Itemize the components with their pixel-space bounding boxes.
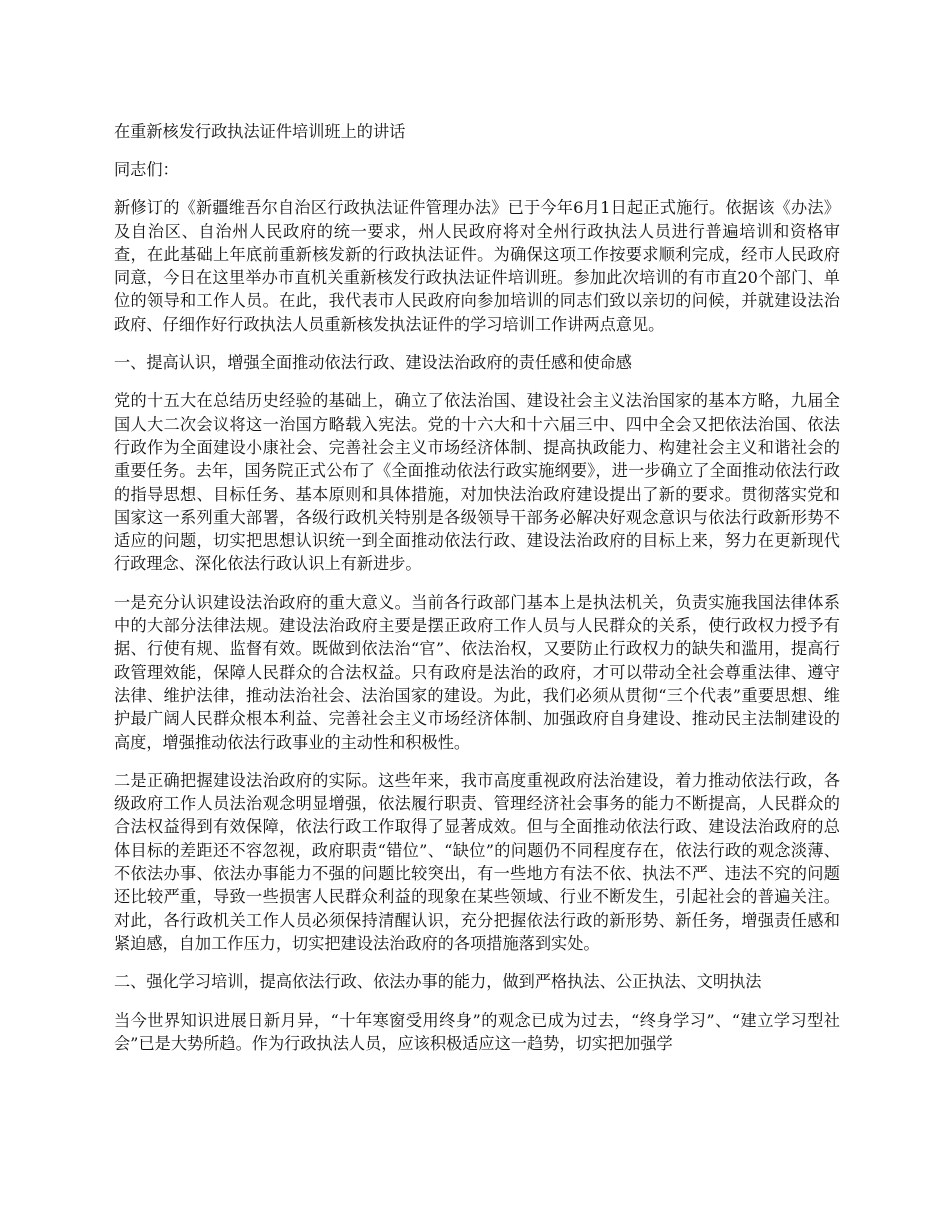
paragraph-intro: 新修订的《新疆维吾尔自治区行政执法证件管理办法》已于今年6月1日起正式施行。依据该《办法》及自治区、自治州人民政府的统一要求，州人民政府将对全州行政执法人员进行普遍培训和资格审查，在此基础上年底前重新核发新的行政执法证件。为确保这项工作按要求顺利完成，经市人民政府同意，今日在这里举办市直机关重新核发行政执法证件培训班。参加此次培训的有市直20个部门、单位的领导和工作人员。在此，我代表市人民政府向参加培训的同志们致以亲切的问候，并就建设法治政府、仔细作好行政执法人员重新核发执法证件的学习培训工作讲两点意见。: [114, 198, 840, 334]
section-heading-2: 二、强化学习培训，提高依法行政、依法办事的能力，做到严格执法、公正执法、文明执法: [114, 972, 762, 992]
paragraph: 党的十五大在总结历史经验的基础上，确立了依法治国、建设社会主义法治国家的基本方略，九届全国人大二次会议将这一治国方略载入宪法。党的十六大和十六届三中、四中全会又把依法治国、依法行政作为全面建设小康社会、完善社会主义市场经济体制、提高执政能力、构建社会主义和谐社会的重要任务。去年，国务院正式公布了《全面推动依法行政实施纲要》，进一步确立了全面推动依法行政的指导思想、目标任务、基本原则和具体措施，对加快法治政府建设提出了新的要求。贯彻落实党和国家这一系列重大部署，各级行政机关特别是各级领导干部务必解决好观念意识与依法行政新形势不适应的问题，切实把思想认识统一到全面推动依法行政、建设法治政府的目标上来，努力在更新现代行政理念、深化依法行政认识上有新进步。: [114, 391, 840, 574]
paragraph: 二是正确把握建设法治政府的实际。这些年来，我市高度重视政府法治建设，着力推动依法行政，各级政府工作人员法治观念明显增强，依法履行职责、管理经济社会事务的能力不断提高，人民群众的合法权益得到有效保障，依法行政工作取得了显著成效。但与全面推动依法行政、建设法治政府的总体目标的差距还不容忽视，政府职责“错位”、“缺位”的问题仍不同程度存在，依法行政的观念淡薄、不依法办事、依法办事能力不强的问题比较突出，有一些地方有法不依、执法不严、违法不究的问题还比较严重，导致一些损害人民群众利益的现象在某些领域、行业不断发生，引起社会的普遍关注。对此，各行政机关工作人员必须保持清醒认识，充分把握依法行政的新形势、新任务，增强责任感和紧迫感，自加工作压力，切实把建设法治政府的各项措施落到实处。: [114, 770, 840, 953]
section-heading-1: 一、提高认识，增强全面推动依法行政、建设法治政府的责任感和使命感: [114, 353, 632, 373]
document-title: 在重新核发行政执法证件培训班上的讲话: [114, 122, 406, 141]
salutation: 同志们：: [114, 160, 179, 179]
document-page: [114, 120, 840, 1070]
paragraph: 一是充分认识建设法治政府的重大意义。当前各行政部门基本上是执法机关，负责实施我国法律体系中的大部分法律法规。建设法治政府主要是摆正政府工作人员与人民群众的关系，使行政权力授予有据、行使有规、监督有效。既做到依法治“官”、依法治权，又要防止行政权力的缺失和滥用，提高行政管理效能，保障人民群众的合法权益。只有政府是法治的政府，才可以带动全社会尊重法律、遵守法律、维护法律，推动法治社会、法治国家的建设。为此，我们必须从贯彻“三个代表”重要思想、维护最广阔人民群众根本利益、完善社会主义市场经济体制、加强政府自身建设、推动民主法制建设的高度，增强推动依法行政事业的主动性和积极性。: [114, 592, 840, 752]
paragraph: 当今世界知识进展日新月异，“十年寒窗受用终身”的观念已成为过去，“终身学习”、“建立学习型社会”已是大势所趋。作为行政执法人员，应该积极适应这一趋势，切实把加强学: [114, 1010, 840, 1053]
